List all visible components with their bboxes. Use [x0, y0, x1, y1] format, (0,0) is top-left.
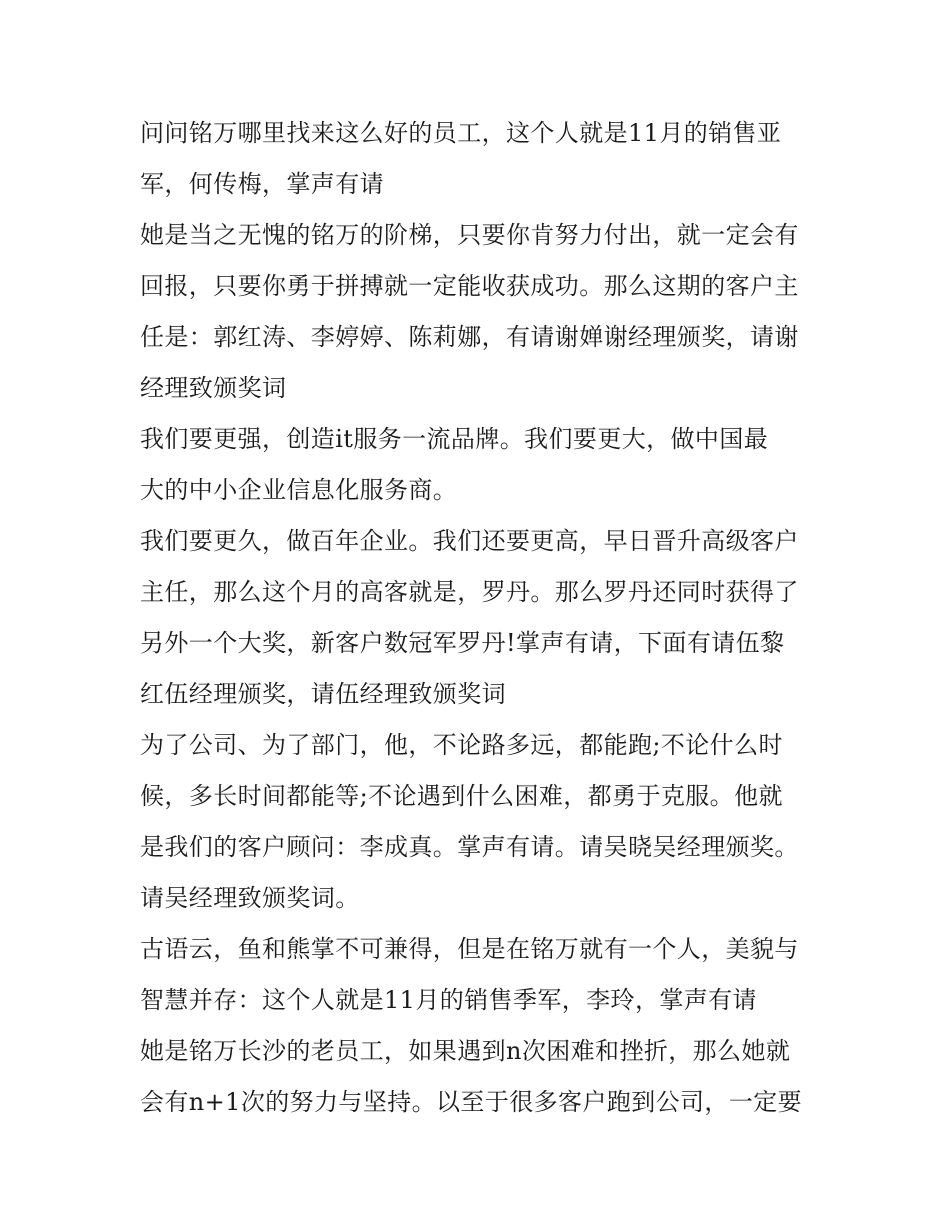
text-line: 我们要更久，做百年企业。我们还要更高，早日晋升高级客户: [140, 527, 799, 555]
text-line: 为了公司、为了部门，他，不论路多远，都能跑;不论什么时: [140, 731, 783, 759]
text-line: 她是铭万长沙的老员工，如果遇到n次困难和挫折，那么她就: [140, 1037, 791, 1065]
text-line: 红伍经理颁奖，请伍经理致颁奖词: [140, 680, 506, 708]
text-line: 智慧并存：这个人就是11月的销售季军，李玲，掌声有请: [140, 986, 757, 1014]
text-line: 问问铭万哪里找来这么好的员工，这个人就是11月的销售亚: [140, 119, 782, 147]
text-line: 经理致颁奖词: [140, 374, 287, 402]
text-line: 大的中小企业信息化服务商。: [140, 476, 458, 504]
text-line: 是我们的客户顾问：李成真。掌声有请。请吴晓吴经理颁奖。: [140, 833, 799, 861]
text-line: 回报，只要你勇于拼搏就一定能收获成功。那么这期的客户主: [140, 272, 799, 300]
text-line: 古语云，鱼和熊掌不可兼得，但是在铭万就有一个人，美貌与: [140, 935, 799, 963]
text-line: 请吴经理致颁奖词。: [140, 884, 360, 912]
text-line: 任是：郭红涛、李婷婷、陈莉娜，有请谢婵谢经理颁奖，请谢: [140, 323, 799, 351]
text-line: 她是当之无愧的铭万的阶梯，只要你肯努力付出，就一定会有: [140, 221, 799, 249]
text-line: 军，何传梅，掌声有请: [140, 170, 384, 198]
text-line: 候，多长时间都能等;不论遇到什么困难，都勇于克服。他就: [140, 782, 783, 810]
text-line: 会有n+1次的努力与坚持。以至于很多客户跑到公司，一定要: [140, 1088, 803, 1116]
text-line: 另外一个大奖，新客户数冠军罗丹!掌声有请，下面有请伍黎: [140, 629, 785, 657]
text-line: 主任，那么这个月的高客就是，罗丹。那么罗丹还同时获得了: [140, 578, 799, 606]
text-line: 我们要更强，创造it服务一流品牌。我们要更大，做中国最: [140, 425, 769, 453]
document-body: [140, 108, 820, 1128]
